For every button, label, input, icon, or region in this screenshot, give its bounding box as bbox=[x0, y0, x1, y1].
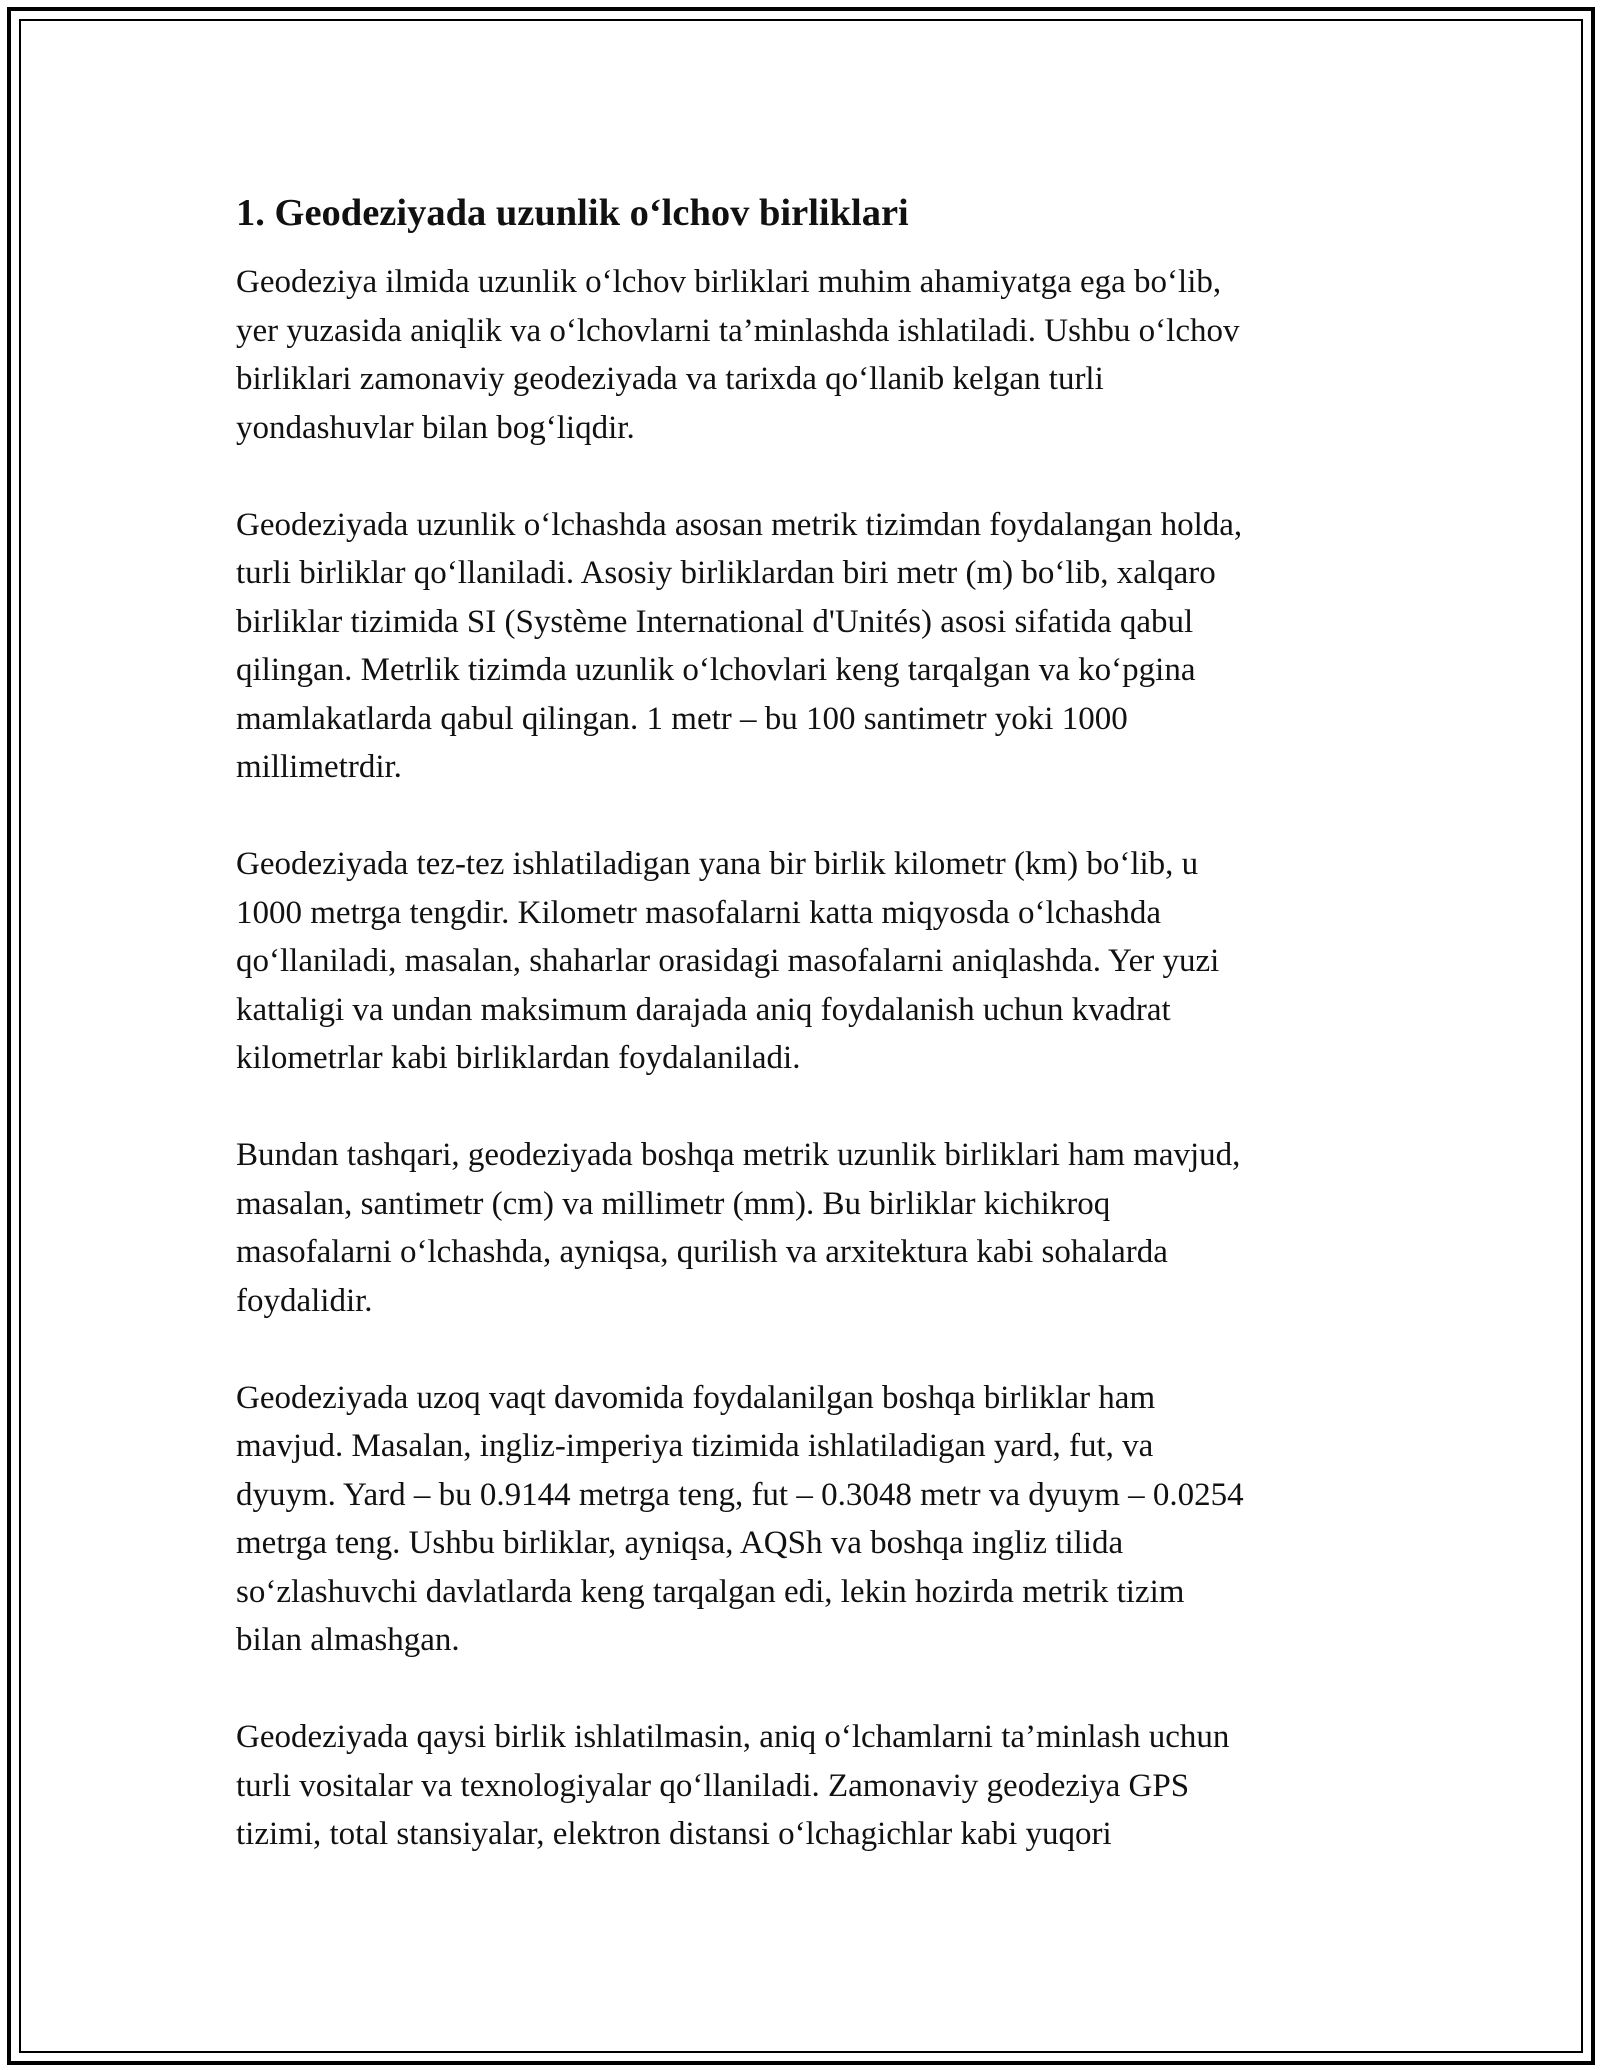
text-line: Bundan tashqari, geodeziyada boshqa metrik uzunlik birliklari ham mavjud, bbox=[236, 1137, 1241, 1173]
text-line: turli birliklar qo‘llaniladi. Asosiy birliklardan biri metr (m) bo‘lib, xalqaro bbox=[236, 555, 1216, 591]
text-line: mavjud. Masalan, ingliz-imperiya tizimida ishlatiladigan yard, fut, va bbox=[236, 1428, 1154, 1464]
text-line: metrga teng. Ushbu birliklar, ayniqsa, AQSh va boshqa ingliz tilida bbox=[236, 1525, 1124, 1561]
text-line: Geodeziyada qaysi birlik ishlatilmasin, aniq o‘lchamlarni ta’minlash uchun bbox=[236, 1719, 1230, 1755]
text-line: turli vositalar va texnologiyalar qo‘llaniladi. Zamonaviy geodeziya GPS bbox=[236, 1767, 1190, 1804]
text-line: yondashuvlar bilan bog‘liqdir. bbox=[236, 409, 635, 446]
paragraph-3 bbox=[236, 840, 1386, 1083]
text-line: birliklar tizimida SI (Système International d'Unités) asosi sifatida qabul bbox=[236, 603, 1194, 640]
text-line: 1000 metrga tengdir. Kilometr masofalarni katta miqyosda o‘lchashda bbox=[236, 894, 1161, 931]
text-line: bilan almashgan. bbox=[236, 1622, 460, 1658]
text-line: foydalidir. bbox=[236, 1282, 373, 1319]
paragraph-5 bbox=[236, 1374, 1386, 1665]
text-line: kilometrlar kabi birliklardan foydalaniladi. bbox=[236, 1040, 801, 1076]
text-line: so‘zlashuvchi davlatlarda keng tarqalgan edi, lekin hozirda metrik tizim bbox=[236, 1573, 1185, 1610]
text-line: yer yuzasida aniqlik va o‘lchovlarni ta’minlashda ishlatiladi. Ushbu o‘lchov bbox=[236, 312, 1240, 349]
text-line: mamlakatlarda qabul qilingan. 1 metr – bu 100 santimetr yoki 1000 bbox=[236, 700, 1128, 737]
text-line: tizimi, total stansiyalar, elektron distansi o‘lchagichlar kabi yuqori bbox=[236, 1816, 1112, 1852]
text-line: millimetrdir. bbox=[236, 749, 402, 785]
paragraph-2 bbox=[236, 501, 1386, 792]
paragraph-1 bbox=[236, 258, 1386, 452]
text-line: masalan, santimetr (cm) va millimetr (mm). Bu birliklar kichikroq bbox=[236, 1185, 1111, 1222]
text-line: Geodeziyada uzunlik o‘lchashda asosan metrik tizimdan foydalangan holda, bbox=[236, 506, 1243, 543]
text-line: masofalarni o‘lchashda, ayniqsa, qurilish va arxitektura kabi sohalarda bbox=[236, 1234, 1168, 1270]
text-line: birliklari zamonaviy geodeziyada va tarixda qo‘llanib kelgan turli bbox=[236, 361, 1104, 397]
text-line: kattaligi va undan maksimum darajada aniq foydalanish uchun kvadrat bbox=[236, 991, 1171, 1028]
text-line: dyuym. Yard – bu 0.9144 metrga teng, fut – 0.3048 metr va dyuym – 0.0254 bbox=[236, 1476, 1244, 1513]
text-line: Geodeziya ilmida uzunlik o‘lchov birliklari muhim ahamiyatga ega bo‘lib, bbox=[236, 264, 1222, 300]
paragraph-6 bbox=[236, 1713, 1386, 1859]
document-body bbox=[236, 188, 1386, 1907]
text-line: qilingan. Metrlik tizimda uzunlik o‘lchovlari keng tarqalgan va ko‘pgina bbox=[236, 652, 1196, 688]
section-heading: 1. Geodeziyada uzunlik o‘lchov birliklari bbox=[236, 192, 909, 234]
paragraph-4 bbox=[236, 1131, 1386, 1325]
text-line: qo‘llaniladi, masalan, shaharlar orasidagi masofalarni aniqlashda. Yer yuzi bbox=[236, 943, 1220, 979]
text-line: Geodeziyada uzoq vaqt davomida foydalanilgan boshqa birliklar ham bbox=[236, 1379, 1156, 1416]
text-line: Geodeziyada tez-tez ishlatiladigan yana bir birlik kilometr (km) bo‘lib, u bbox=[236, 846, 1199, 882]
